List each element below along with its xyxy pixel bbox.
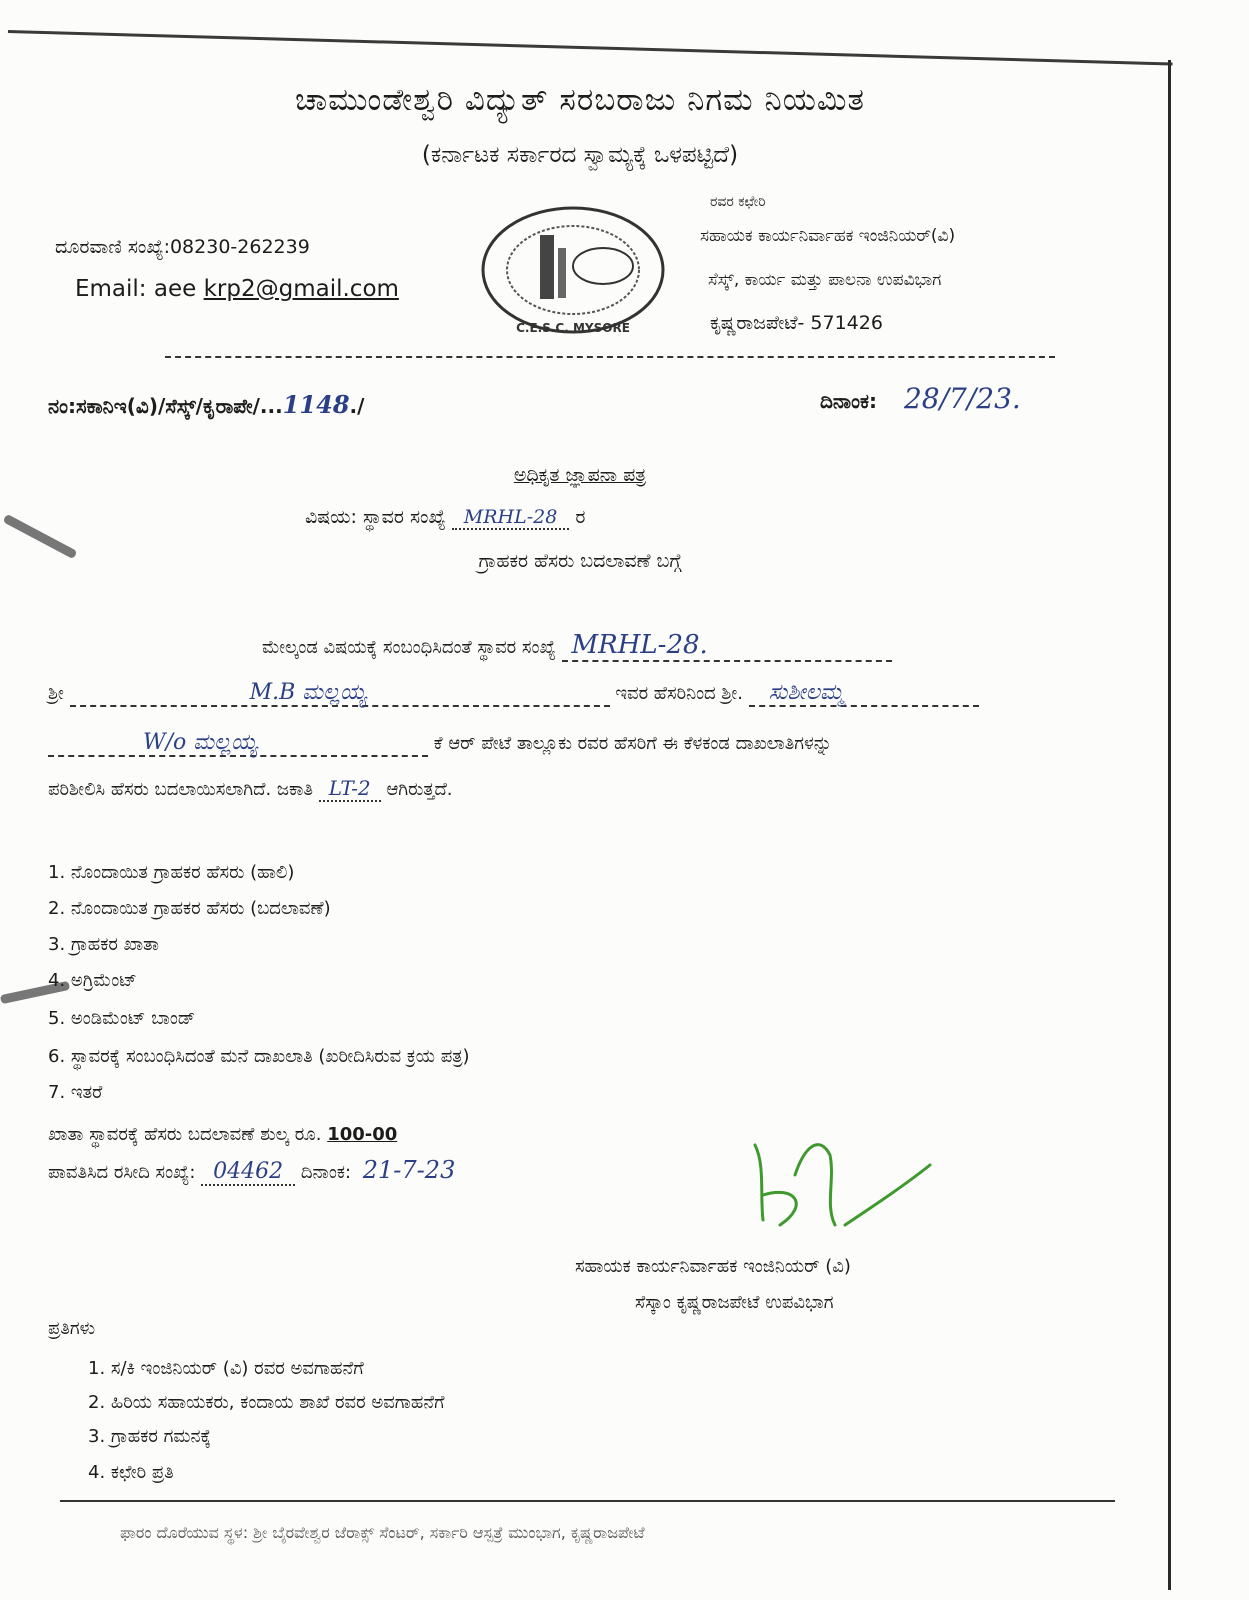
body-line-2: ಶ್ರೀ M.B ಮಲ್ಲಯ್ಯ ಇವರ ಹೆಸರಿನಿಂದ ಶ್ರೀ. ಸುಶೀಲಮ್ಮ [48, 680, 979, 707]
copy-item: 3. ಗ್ರಾಹಕರ ಗಮನಕ್ಕೆ [88, 1426, 211, 1447]
date-label: ದಿನಾಂಕ: [820, 389, 877, 413]
signatory-office: ಸೆಸ್ಕಾಂ ಕೃಷ್ಣರಾಜಪೇಟೆ ಉಪವಿಭಾಗ [635, 1292, 834, 1313]
officer-signature [735, 1125, 935, 1235]
body-line-1: ಮೇಲ್ಕಂಡ ವಿಷಯಕ್ಕೆ ಸಂಬಂಧಿಸಿದಂತೆ ಸ್ಥಾವರ ಸಂಖ್ಯೆ MRHL-28. [262, 630, 892, 662]
subject-value: MRHL-28 [452, 506, 570, 530]
org-name: ಚಾಮುಂಡೇಶ್ವರಿ ವಿದ್ಯುತ್ ಸರಬರಾಜು ನಿಗಮ ನಿಯಮಿತ [295, 82, 865, 118]
copies-heading: ಪ್ರತಿಗಳು [48, 1318, 96, 1339]
office-line-2: ಸಹಾಯಕ ಕಾರ್ಯನಿರ್ವಾಹಕ ಇಂಜಿನಿಯರ್(ವಿ) [700, 226, 956, 246]
org-subtitle: (ಕರ್ನಾಟಕ ಸರ್ಕಾರದ ಸ್ವಾಮ್ಯಕ್ಕೆ ಒಳಪಟ್ಟಿದೆ) [421, 142, 739, 168]
installation-number: MRHL-28. [562, 630, 892, 662]
new-consumer-name: ಸುಶೀಲಮ್ಮ [749, 680, 979, 707]
logo-text: C.E.S.C. MYSORE [516, 321, 630, 335]
date-field [820, 382, 1021, 415]
cesc-logo [468, 200, 678, 340]
receipt-number: 04462 [201, 1159, 295, 1186]
header-divider [165, 356, 1055, 358]
reference-number-value: 1148 [282, 390, 350, 419]
new-consumer-relation: W/o ಮಲ್ಲಯ್ಯ [48, 730, 428, 757]
right-border-line [1168, 60, 1171, 1590]
office-line-3: ಸೆಸ್ಕ್, ಕಾರ್ಯ ಮತ್ತು ಪಾಲನಾ ಉಪವಿಭಾಗ [708, 270, 942, 290]
document-item: 3. ಗ್ರಾಹಕರ ಖಾತಾ [48, 934, 159, 955]
document-item: 2. ನೊಂದಾಯಿತ ಗ್ರಾಹಕರ ಹೆಸರು (ಬದಲಾವಣೆ) [48, 898, 331, 919]
memo-subject: ವಿಷಯ: ಸ್ಥಾವರ ಸಂಖ್ಯೆ MRHL-28 ರ [305, 506, 586, 528]
copy-item: 4. ಕಛೇರಿ ಪ್ರತಿ [88, 1462, 174, 1483]
top-border-line [8, 30, 1173, 66]
phone-number: ದೂರವಾಣಿ ಸಂಖ್ಯೆ:08230-262239 [55, 236, 310, 258]
document-item: 7. ಇತರೆ [48, 1082, 103, 1103]
fee-line: ಖಾತಾ ಸ್ಥಾವರಕ್ಕೆ ಹೆಸರು ಬದಲಾವಣೆ ಶುಲ್ಕ ರೂ. 100-00 [48, 1124, 398, 1145]
reference-number: ನಂ:ಸಕಾನಿಇ(ವಿ)/ಸೆಸ್ಕ್/ಕೃರಾಪೇ/...1148./ [48, 390, 365, 419]
receipt-line: ಪಾವತಿಸಿದ ರಸೀದಿ ಸಂಖ್ಯೆ: 04462 ದಿನಾಂಕ: 21-7-23 [48, 1156, 456, 1184]
office-line-1: ರವರ ಕಛೇರಿ [710, 194, 766, 210]
document-item: 4. ಅಗ್ರಿಮೆಂಟ್ [48, 970, 137, 991]
date-value: 28/7/23. [903, 382, 1021, 415]
old-consumer-name: M.B ಮಲ್ಲಯ್ಯ [70, 680, 610, 707]
email-line [75, 276, 399, 302]
document-item: 6. ಸ್ಥಾವರಕ್ಕೆ ಸಂಬಂಧಿಸಿದಂತೆ ಮನೆ ದಾಖಲಾತಿ (ಖರೀದಿಸಿರುವ ಕ್ರಯ ಪತ್ರ) [48, 1046, 470, 1067]
body-line-3: W/o ಮಲ್ಲಯ್ಯ ಕೆ ಆರ್ ಪೇಟೆ ತಾಲ್ಲೂಕು ರವರ ಹೆಸರಿಗೆ ಈ ಕೆಳಕಂಡ ದಾಖಲಾತಿಗಳನ್ನು [48, 730, 832, 757]
document-item: 1. ನೊಂದಾಯಿತ ಗ್ರಾಹಕರ ಹೆಸರು (ಹಾಲಿ) [48, 862, 295, 883]
email-label: Email: aee [75, 276, 197, 302]
tariff-value: LT-2 [319, 776, 381, 802]
copy-item: 1. ಸ/ಕಿ ಇಂಜಿನಿಯರ್ (ವಿ) ರವರ ಅವಗಾಹನೆಗೆ [88, 1358, 364, 1379]
office-line-4: ಕೃಷ್ಣರಾಜಪೇಟೆ- 571426 [710, 312, 883, 334]
email-value[interactable]: krp2@gmail.com [203, 276, 399, 302]
signatory-designation: ಸಹಾಯಕ ಕಾರ್ಯನಿರ್ವಾಹಕ ಇಂಜಿನಿಯರ್ (ವಿ) [575, 1256, 851, 1277]
fee-amount: 100-00 [327, 1124, 398, 1145]
copy-item: 2. ಹಿರಿಯ ಸಹಾಯಕರು, ಕಂದಾಯ ಶಾಖೆ ರವರ ಅವಗಾಹನೆಗೆ [88, 1392, 445, 1413]
footer-divider [60, 1500, 1115, 1502]
memo-heading: ಅಧಿಕೃತ ಜ್ಞಾಪನಾ ಪತ್ರ [513, 464, 647, 486]
body-line-4: ಪರಿಶೀಲಿಸಿ ಹೆಸರು ಬದಲಾಯಿಸಲಾಗಿದೆ. ಜಕಾತಿ LT-2 ಆಗಿರುತ್ತದೆ. [48, 776, 453, 800]
receipt-date: 21-7-23 [362, 1156, 456, 1184]
footer-note: ಫಾರಂ ದೊರೆಯುವ ಸ್ಥಳ: ಶ್ರೀ ಬೈರವೇಶ್ವರ ಜೆರಾಕ್ಸ್ ಸೆಂಟರ್, ಸರ್ಕಾರಿ ಆಸ್ಪತ್ರೆ ಮುಂಭಾಗ, ಕೃಷ್ಣರಾಜಪೇಟೆ [120, 1523, 645, 1542]
document-item: 5. ಅಂಡಿಮೆಂಟ್ ಬಾಂಡ್ [48, 1008, 196, 1029]
memo-subject-line-2: ಗ್ರಾಹಕರ ಹೆಸರು ಬದಲಾವಣೆ ಬಗ್ಗೆ [478, 550, 682, 572]
